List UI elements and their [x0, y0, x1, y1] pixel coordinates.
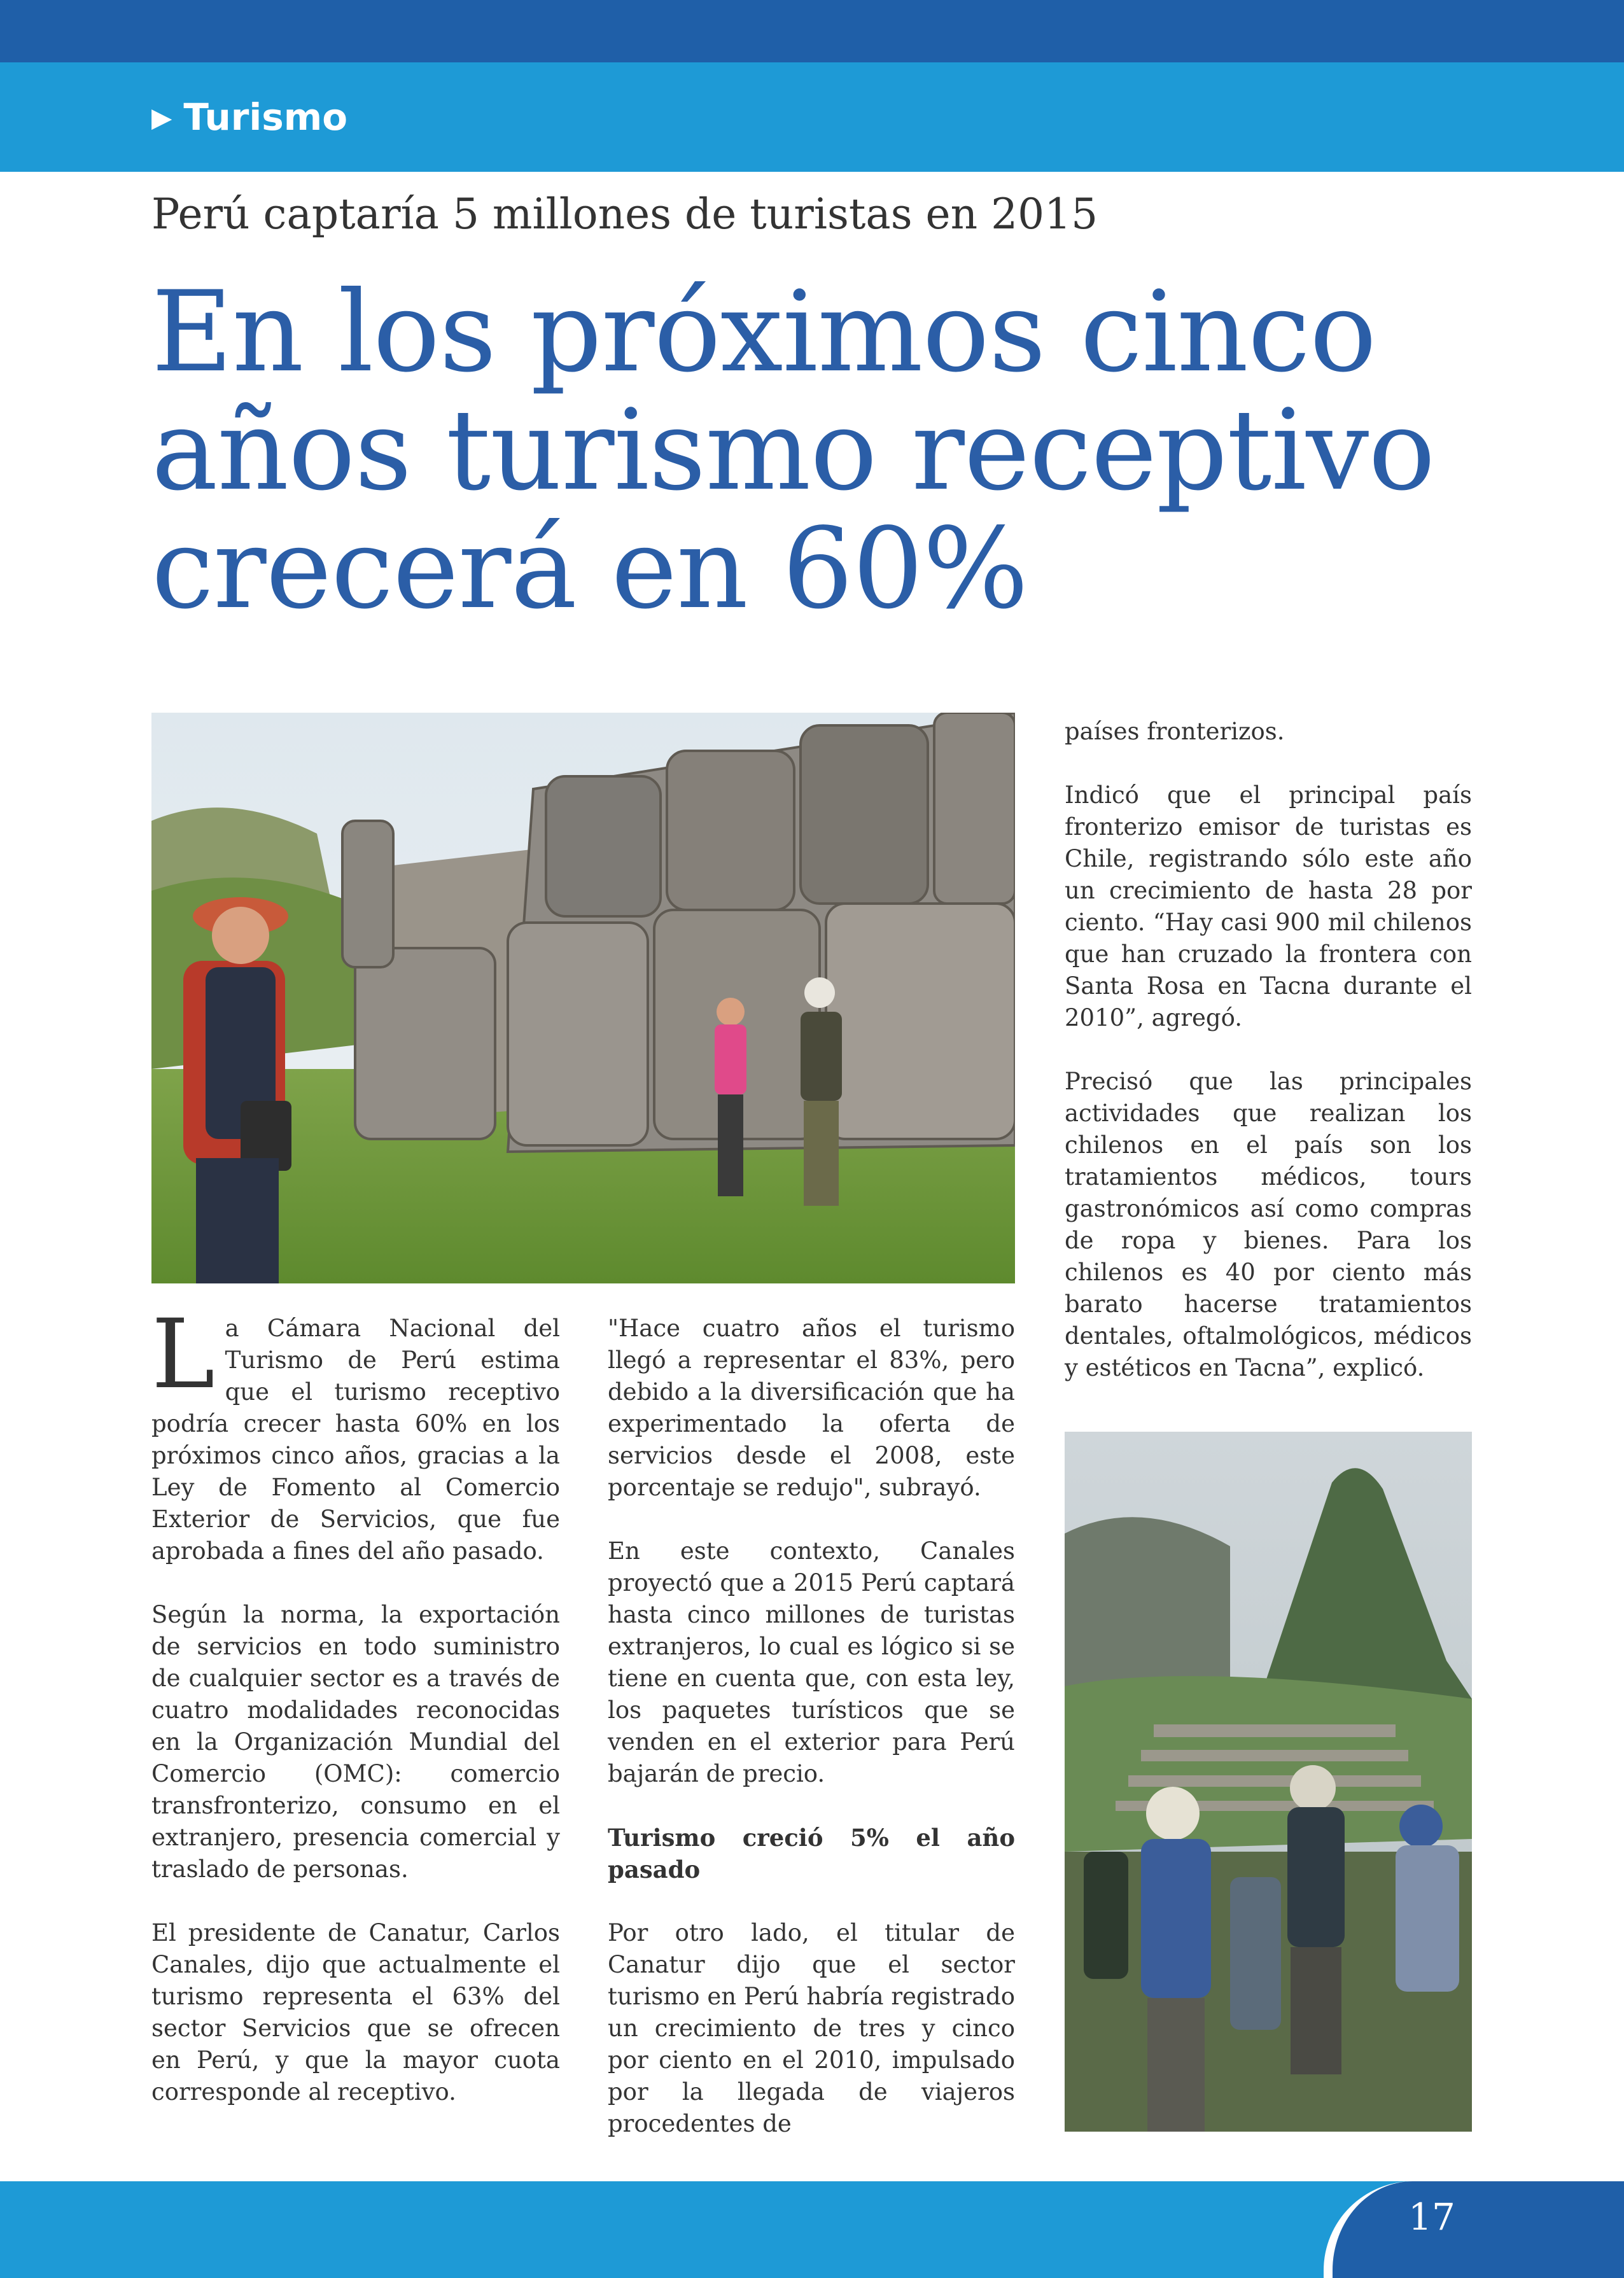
- headline-line: En los próximos cinco: [151, 268, 1376, 397]
- headline-line: crecerá en 60%: [151, 505, 1028, 634]
- top-banner-dark: [0, 0, 1624, 62]
- drop-cap: L: [151, 1299, 215, 1410]
- play-arrow-icon: ▶: [151, 101, 172, 133]
- article-column-3: [1065, 716, 1472, 1416]
- paragraph: Por otro lado, el titular de Canatur dijo que el sector turismo en Perú habría registrado un crecimiento de tres y cinco por ciento en el 2010, impulsado por la llegada de viajeros procedentes de: [608, 1919, 1015, 2137]
- article-kicker: Perú captaría 5 millones de turistas en 2015: [151, 190, 1098, 239]
- paragraph: Según la norma, la exportación de servicios en todo suministro de cualquier sector es a través de cuatro modalidades reconocidas en la Organización Mundial del Comercio (OMC): comercio transfronterizo, consumo en el extranjero, presencia comercial y traslado de personas.: [151, 1601, 560, 1883]
- machu-picchu-photo: [1065, 1432, 1472, 2132]
- paragraph: países fronterizos.: [1065, 718, 1285, 745]
- paragraph: "Hace cuatro años el turismo llegó a representar el 83%, pero debido a la diversificación que ha experimentado la oferta de servicios desde el 2008, este porcentaje se redujo", subrayó.: [608, 1315, 1015, 1501]
- paragraph: En este contexto, Canales proyectó que a 2015 Perú captará hasta cinco millones de turistas extranjeros, lo cual es lógico si se tiene en cuenta que, con esta ley, los paquetes turísticos que se venden en el exterior para Perú bajarán de precio.: [608, 1537, 1015, 1787]
- article-headline: [151, 268, 1551, 634]
- article-column-1: [151, 1299, 560, 2140]
- paragraph: Precisó que las principales actividades que realizan los chilenos en el país son los tratamientos médicos, tours gastronómicos así como compras de ropa y bienes. Para los chilenos es 40 por ciento más barato hacerse tratamientos dentales, oftalmológicos, médicos y estéticos en Tacna”, explicó.: [1065, 1068, 1472, 1381]
- paragraph: Indicó que el principal país fronterizo emisor de turistas es Chile, registrando sólo este año un crecimiento de hasta 28 por ciento. “Hay casi 900 mil chilenos que han cruzado la frontera con Santa Rosa en Tacna durante el 2010”, agregó.: [1065, 781, 1472, 1031]
- paragraph: El presidente de Canatur, Carlos Canales, dijo que actualmente el turismo representa el 63% del sector Servicios que se ofrecen en Perú, y que la mayor cuota corresponde al receptivo.: [151, 1919, 560, 2106]
- article-subhead: Turismo creció 5% el año pasado: [608, 1824, 1015, 1883]
- ruins-photo: [151, 713, 1015, 1283]
- section-tag: [151, 94, 347, 140]
- section-label: Turismo: [183, 95, 348, 139]
- page-number: 17: [1408, 2195, 1455, 2239]
- paragraph: La Cámara Nacional del Turismo de Perú estima que el turismo receptivo podría crecer hasta 60% en los próximos cinco años, gracias a la Ley de Fomento al Comercio Exterior de Servicios, que fue aprobada a fines del año pasado.: [151, 1299, 560, 1565]
- article-column-2: [608, 1313, 1015, 2172]
- headline-line: años turismo receptivo: [151, 386, 1435, 515]
